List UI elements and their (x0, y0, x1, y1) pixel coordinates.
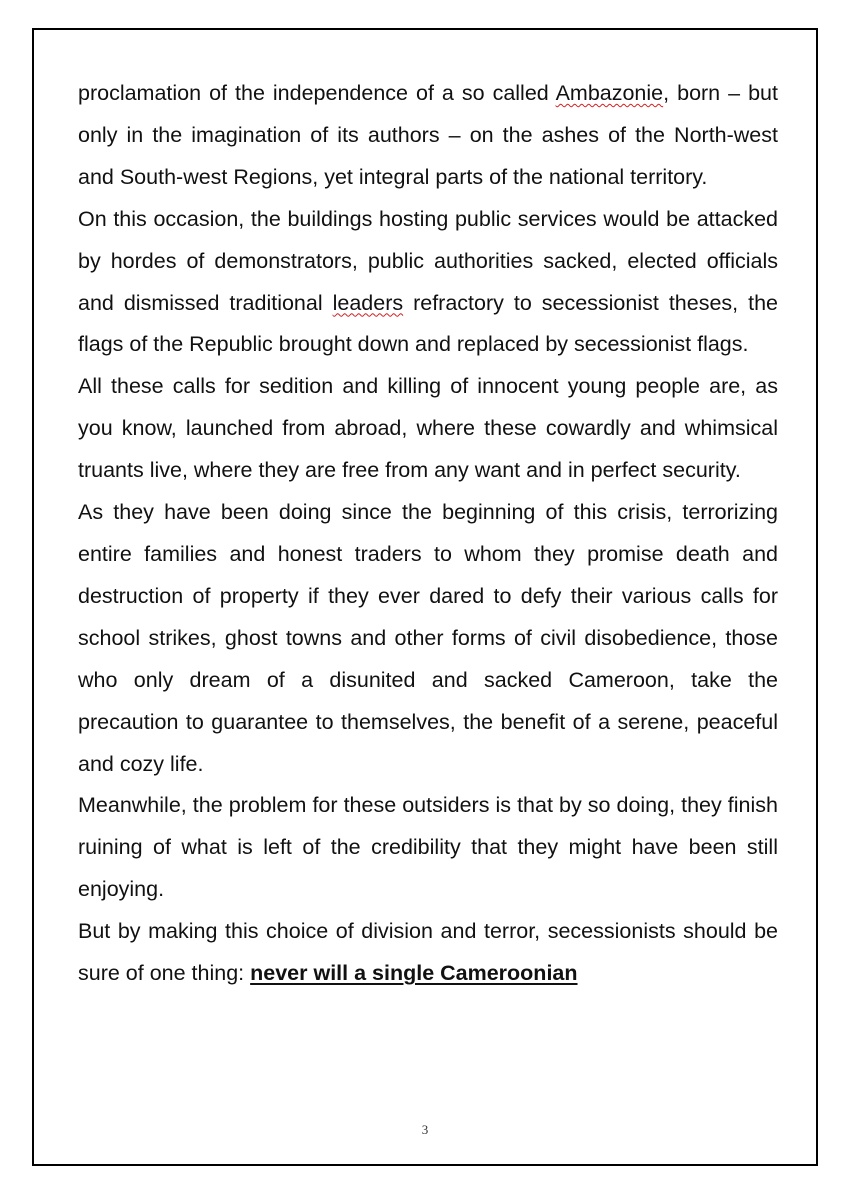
paragraph-4: As they have been doing since the beginning of this crisis, terrorizing entire families and honest traders to whom they promise death and destruction of property if they ever dared to defy their various calls for school strikes, ghost towns and other forms of civil disobedience, those who only dream of a disunited and sacked Cameroon, take the precaution to guarantee to themselves, the benefit of a serene, peaceful and cozy life. (78, 500, 778, 776)
page-number: 3 (421, 1122, 429, 1137)
grammar-flagged-word[interactable]: leaders (332, 290, 404, 315)
paragraph-5: Meanwhile, the problem for these outsiders is that by so doing, they finish ruining of what is left of the credibility that they might have been still enjoying. (78, 793, 778, 902)
body-text (78, 73, 778, 995)
paragraph-2-start: On this occasion, the buildings hosting public services would be attacked by hordes of demonstrators, public authorities sacked, elected officials and dismissed traditional (78, 206, 778, 315)
emphasized-statement: never will a single Cameroonian (250, 961, 578, 986)
paragraph-6-start: But by making this choice of division and terror, secessionists should be sure of one thing: (78, 919, 778, 986)
paragraph-6 (78, 911, 778, 995)
paragraph-1-start: proclamation of the independence of a so called (78, 81, 556, 105)
paragraph-1 (78, 73, 778, 199)
paragraph-2-end: refractory to secessionist theses, the flags of the Republic brought down and replaced by secessionist flags. (78, 290, 778, 357)
spellcheck-flagged-word[interactable]: Ambazonie (555, 81, 664, 105)
paragraph-3: All these calls for sedition and killing of innocent young people are, as you know, launched from abroad, where these cowardly and whimsical truants live, where they are free from any want and in perfect security. (78, 374, 778, 483)
page-frame (32, 28, 818, 1166)
paragraph-2 (78, 199, 778, 367)
paragraph-1-end: , born – but only in the imagination of its authors – on the ashes of the North-west and South-west Regions, yet integral parts of the national territory. (78, 81, 778, 189)
